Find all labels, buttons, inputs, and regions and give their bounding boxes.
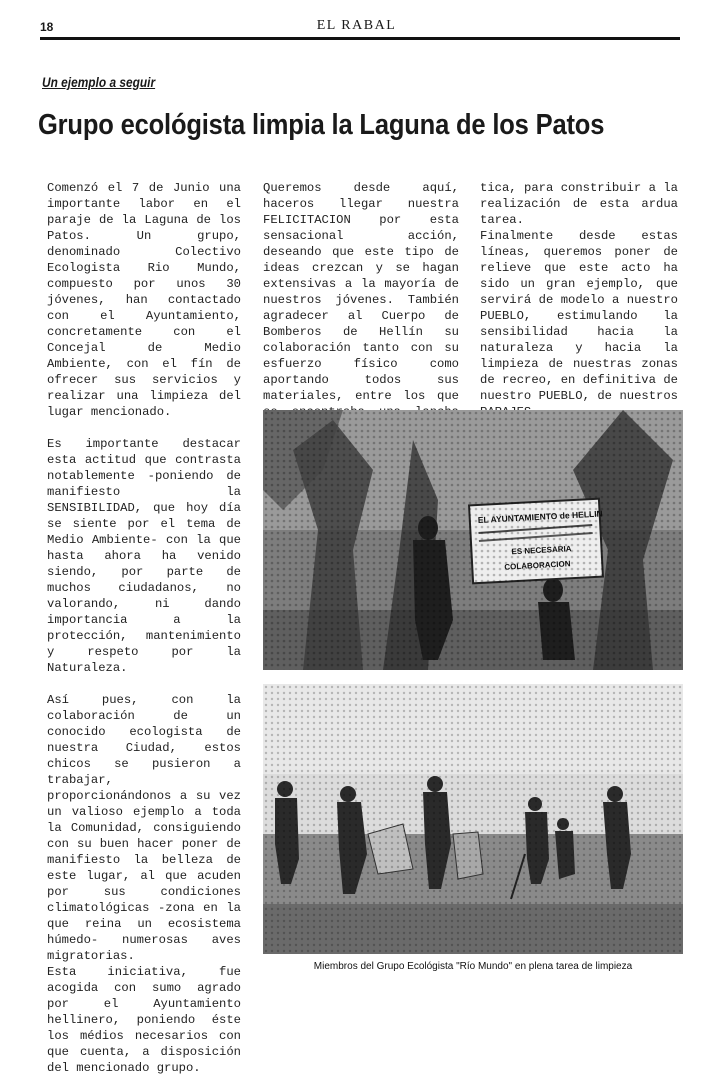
- paragraph: Esta iniciativa, fue acogida con sumo agrado por el Ayuntamiento hellinero, poniendo éste los médios necesarios con que cuenta, a disposición del mencionado grupo.: [47, 965, 241, 1075]
- publication-title: EL RABAL: [316, 18, 397, 33]
- article-column-3: [480, 180, 678, 436]
- photo-volunteers-with-sign: [263, 410, 683, 670]
- headline: Grupo ecológista limpia la Laguna de los Patos: [38, 109, 605, 141]
- photo-caption: Miembros del Grupo Ecológista "Río Mundo" en plena tarea de limpieza: [313, 961, 633, 972]
- article-column-1: [47, 180, 241, 1092]
- kicker: Un ejemplo a seguir: [42, 74, 156, 90]
- paragraph: tica, para constribuir a la realización de esta ardua tarea.: [480, 181, 678, 227]
- paragraph: Es importante destacar esta actitud que contrasta notablemente -poniendo de manifiesto la SENSIBILIDAD, que hoy día se siente por el tema de Medio Ambiente- con la que hasta ahora ha venido siendo, por parte de muchos ciudadanos, no valorando, ni dando importancia a la protección, mantenimiento y respeto por la Naturaleza.: [47, 437, 241, 675]
- masthead-rule: [40, 37, 680, 40]
- paragraph: Comenzó el 7 de Junio una importante labor en el paraje de la Laguna de los Patos. Un grupo, denominado Colectivo Ecologista Rio Mundo, compuesto por unos 30 jóvenes, han contactado con el Ayuntamiento, concretamente con el Concejal de Medio Ambiente, con el fín de ofrecer sus servicios y realizar una limpieza del lugar mencionado.: [47, 181, 241, 419]
- photo-volunteers-cleaning: [263, 684, 683, 954]
- paragraph: Queremos desde aquí, haceros llegar nuestra FELICITACION por esta sensacional acción, deseando que este tipo de ideas crezcan y se hagan extensivas a la mayoría de nuestros jóvenes. También agradecer al Cuerpo de Bomberos de Hellín su colaboración tanto con su esfuerzo físico como aportando todos sus materiales, entre los que: [263, 181, 459, 403]
- paragraph: Finalmente desde estas líneas, queremos poner de relieve que este acto ha sido un gran ejemplo, que servirá de modelo a nuestro PUEBLO, estimulando la sensibilidad hacia la naturaleza y hacia la limpieza de nuestras zonas de recreo, en definitiva de nuestro PUEBLO, de nuestros: [480, 229, 678, 403]
- page-number: 18: [40, 20, 54, 34]
- paragraph: Así pues, con la colaboración de un conocido ecologista de nuestra Ciudad, estos chicos se pusieron a trabajar, proporcionándonos a su vez un valioso ejemplo a toda la Comunidad, consiguiendo con su buen hacer poner de manifiesto la belleza de este lugar, al que acuden por sus condiciones climatológicas -zona en la que reina un ecosistema húmedo- numerosas aves migratorias.: [47, 693, 241, 963]
